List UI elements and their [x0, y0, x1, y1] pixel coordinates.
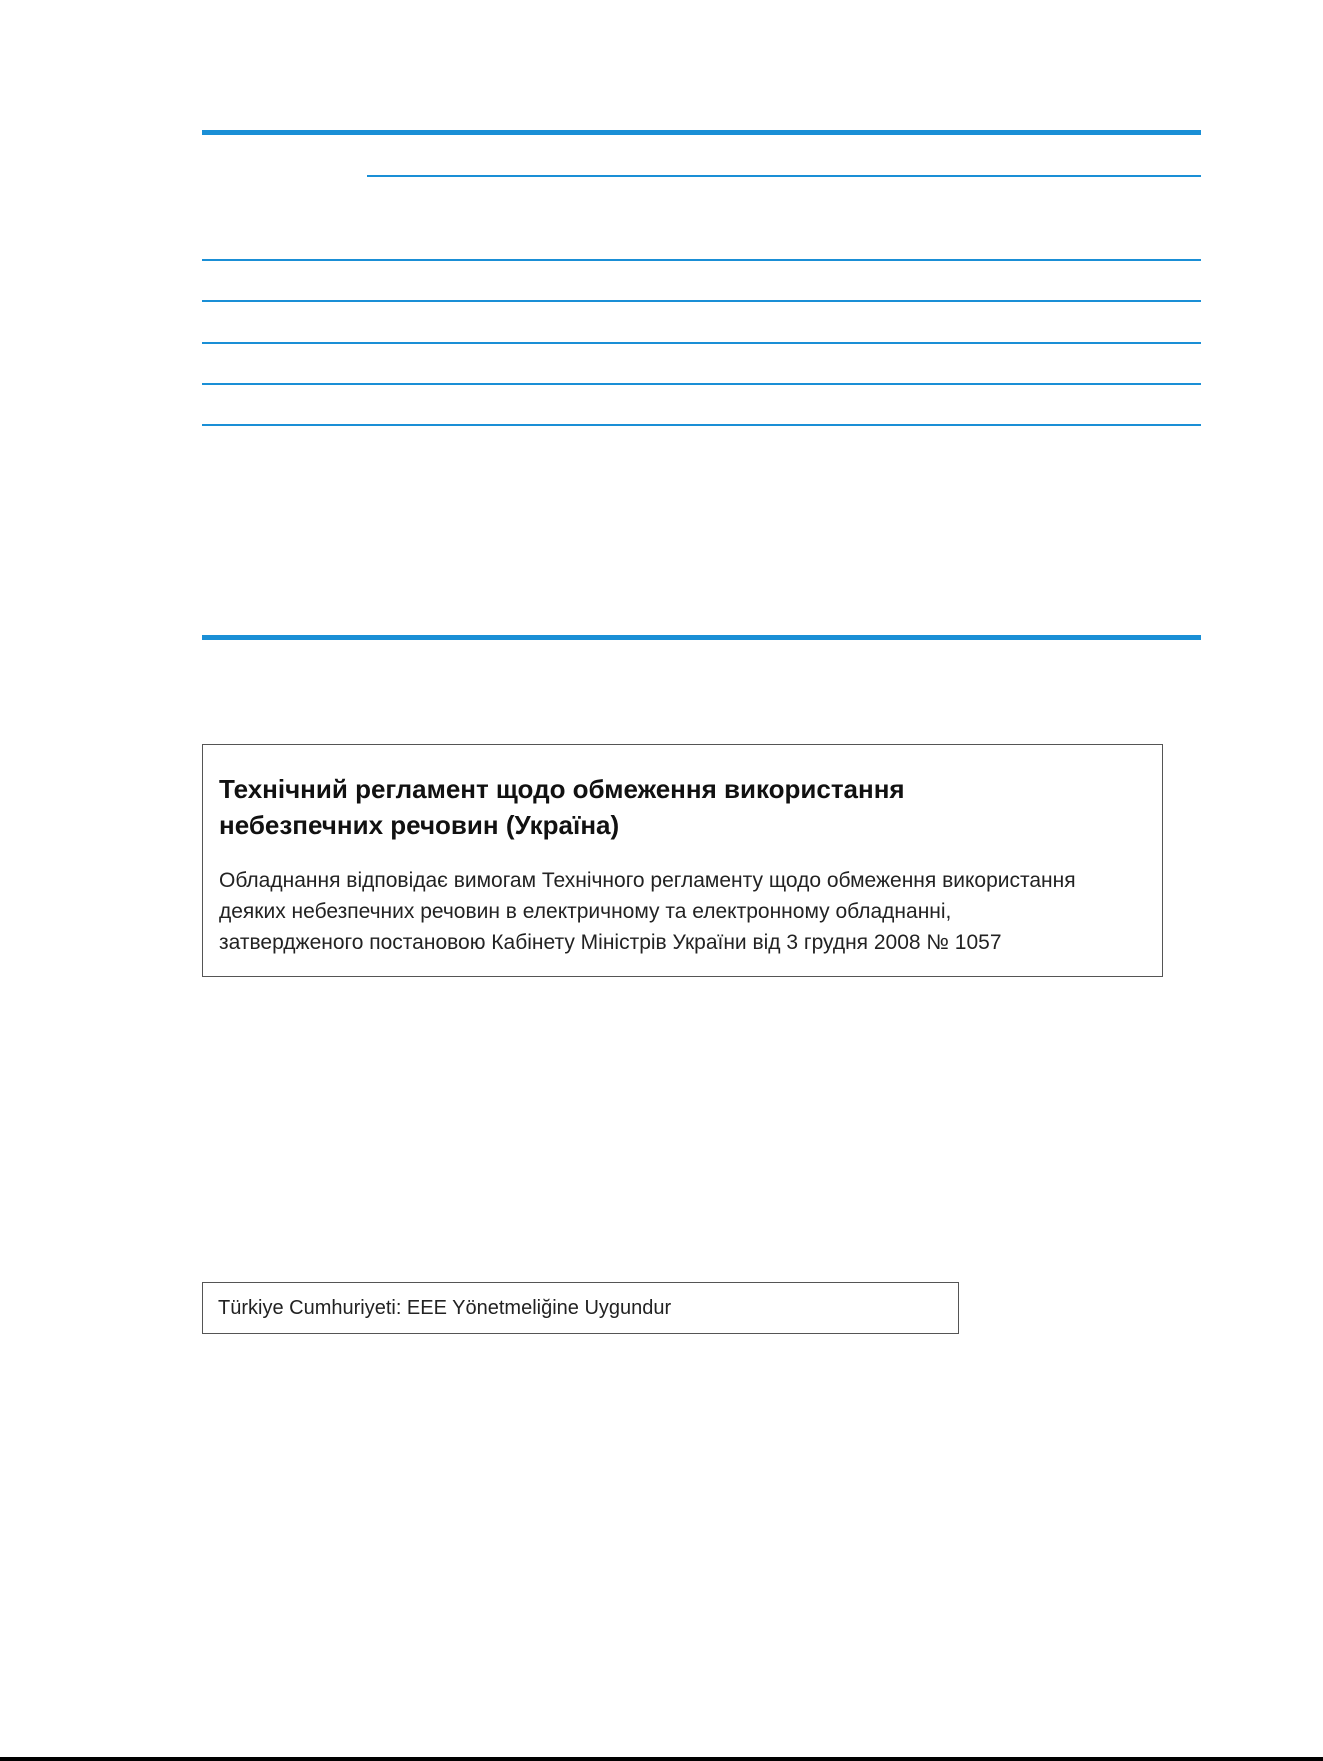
ukraine-title-line: небезпечних речовин (Україна) — [219, 810, 620, 840]
ukraine-body-line: затвердженого постановою Кабінету Міністрів України від 3 грудня 2008 № 1057 — [219, 931, 1002, 954]
table-row-rule — [202, 383, 1201, 385]
table-header-subrule — [367, 175, 1201, 177]
ukraine-title-line: Технічний регламент щодо обмеження використання — [219, 774, 905, 804]
page-bottom-border — [0, 1757, 1323, 1761]
table-row-rule — [202, 424, 1201, 426]
turkey-eee-notice — [202, 1282, 959, 1334]
ukraine-body-line: Обладнання відповідає вимогам Технічного регламенту щодо обмеження використання — [219, 869, 1076, 892]
table-row-rule — [202, 300, 1201, 302]
ukraine-rohs-notice — [202, 744, 1163, 977]
ukraine-body-line: деяких небезпечних речовин в електричному та електронному обладнанні, — [219, 900, 952, 923]
ukraine-notice-body — [219, 865, 1146, 958]
table-header-bottom-rule — [202, 259, 1201, 261]
table-bottom-rule — [202, 635, 1201, 640]
turkey-notice-text: Türkiye Cumhuriyeti: EEE Yönetmeliğine Uygundur — [218, 1297, 672, 1319]
table-row-rule — [202, 342, 1201, 344]
ukraine-notice-title — [219, 771, 1146, 843]
table-top-rule — [202, 130, 1201, 135]
